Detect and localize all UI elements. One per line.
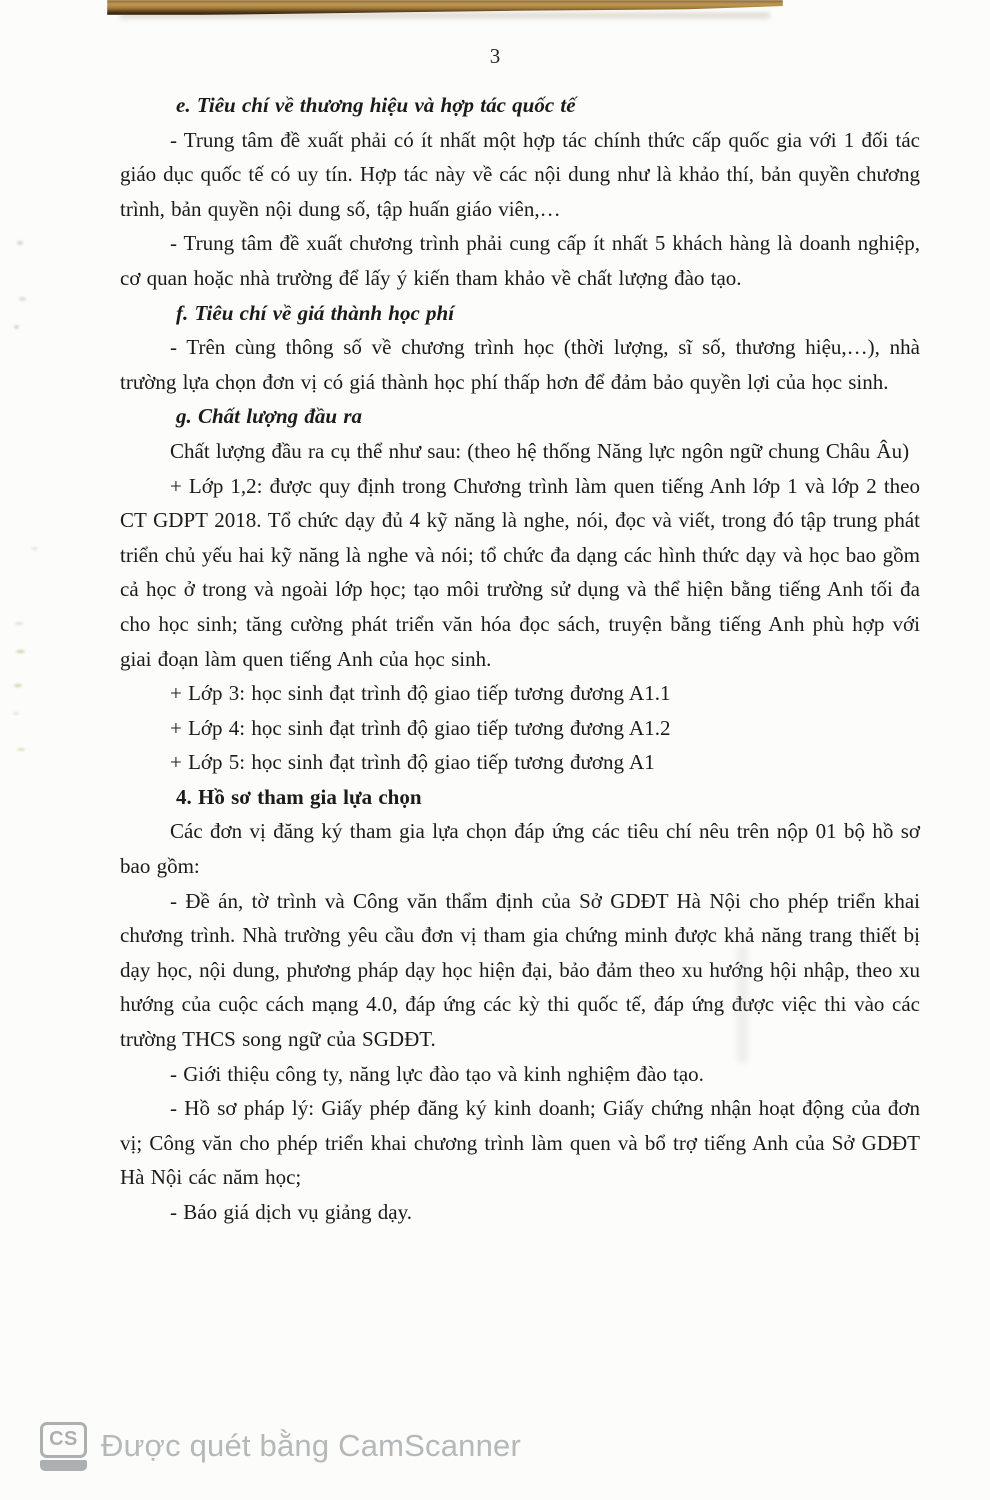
section-heading: e. Tiêu chí về thương hiệu và hợp tác quốc tế (176, 93, 576, 117)
paragraph: - Giới thiệu công ty, năng lực đào tạo và kinh nghiệm đào tạo. (170, 1061, 704, 1086)
scan-speck-artifact (31, 547, 38, 550)
scan-speck-artifact (17, 748, 25, 751)
scan-speck-artifact (14, 325, 19, 329)
paragraph: + Lớp 4: học sinh đạt trình độ giao tiếp tương đương A1.2 (170, 715, 671, 740)
camscanner-watermark (40, 1420, 521, 1472)
camscanner-logo-icon (40, 1422, 87, 1471)
section-heading: 4. Hồ sơ tham gia lựa chọn (176, 784, 422, 809)
scan-edge-shadow (120, 13, 770, 21)
paragraph: + Lớp 1,2: được quy định trong Chương trình làm quen tiếng Anh lớp 1 và lớp 2 theo CT GDPT 2018. Tổ chức dạy đủ 4 kỹ năng là nghe, nói, đọc và viết, trong đó tập trung phát triển chủ yếu hai kỹ năng là nghe và nói; tổ chức đa dạng các hình thức dạy và học bao gồm cả học ở trong và ngoài lớp học; tạo môi trường sử dụng và thể hiện bằng tiếng Anh tối đa cho học sinh; tăng cường phát triển văn hóa đọc sách, truyện bằng tiếng Anh phù hợp với giai đoạn làm quen tiếng Anh của học sinh. (120, 473, 920, 671)
camscanner-watermark-text: Được quét bằng CamScanner (101, 1428, 522, 1463)
paragraph: Chất lượng đầu ra cụ thể như sau: (theo hệ thống Năng lực ngôn ngữ chung Châu Âu) (170, 438, 910, 463)
document-body (120, 88, 920, 1230)
page-number: 3 (489, 44, 501, 68)
paragraph: - Hồ sơ pháp lý: Giấy phép đăng ký kinh doanh; Giấy chứng nhận hoạt động của đơn vị; Công văn cho phép triển khai chương trình làm quen và bổ trợ tiếng Anh của Sở GDĐT Hà Nội các năm học; (120, 1096, 920, 1190)
paragraph: - Trên cùng thông số về chương trình học (thời lượng, sĩ số, thương hiệu,…), nhà trường lựa chọn đơn vị có giá thành học phí thấp hơn để đảm bảo quyền lợi của học sinh. (120, 335, 920, 394)
scan-speck-artifact (13, 712, 19, 715)
paragraph: + Lớp 3: học sinh đạt trình độ giao tiếp tương đương A1.1 (170, 681, 671, 706)
scan-speck-artifact (19, 297, 26, 301)
paragraph: - Đề án, tờ trình và Công văn thẩm định của Sở GDĐT Hà Nội cho phép triển khai chương trình. Nhà trường yêu cầu đơn vị tham gia chứng minh được khả năng trang thiết bị dạy học, nội dung, phương pháp dạy học hiện đại, bảo đảm theo xu hướng hội nhập, theo xu hướng của cuộc cách mạng 4.0, đáp ứng các kỳ thi quốc tế, đáp ứng được việc thi vào các trường THCS song ngữ của SGDĐT. (120, 888, 920, 1052)
scan-smudge-artifact (737, 945, 748, 1063)
paragraph: - Báo giá dịch vụ giảng dạy. (170, 1200, 412, 1224)
paragraph: + Lớp 5: học sinh đạt trình độ giao tiếp tương đương A1 (170, 750, 655, 775)
scan-speck-artifact (16, 650, 25, 653)
camscanner-logo-cs-text: CS (40, 1422, 87, 1458)
scan-speck-artifact (17, 241, 23, 245)
paragraph: - Trung tâm đề xuất chương trình phải cung cấp ít nhất 5 khách hàng là doanh nghiệp, cơ quan hoặc nhà trường để lấy ý kiến tham khảo về chất lượng đào tạo. (120, 231, 920, 290)
paragraph: - Trung tâm đề xuất phải có ít nhất một hợp tác chính thức cấp quốc gia với 1 đối tác giáo dục quốc tế có uy tín. Hợp tác này về các nội dung như là khảo thí, bản quyền chương trình, bản quyền nội dung số, tập huấn giáo viên,… (120, 127, 920, 221)
scan-speck-artifact (14, 684, 22, 687)
camscanner-logo-base (40, 1460, 87, 1471)
section-heading: f. Tiêu chí về giá thành học phí (176, 300, 455, 325)
paragraph: Các đơn vị đăng ký tham gia lựa chọn đáp ứng các tiêu chí nêu trên nộp 01 bộ hồ sơ bao gồm: (120, 819, 920, 879)
scan-speck-artifact (15, 622, 23, 625)
section-heading: g. Chất lượng đầu ra (176, 404, 362, 429)
